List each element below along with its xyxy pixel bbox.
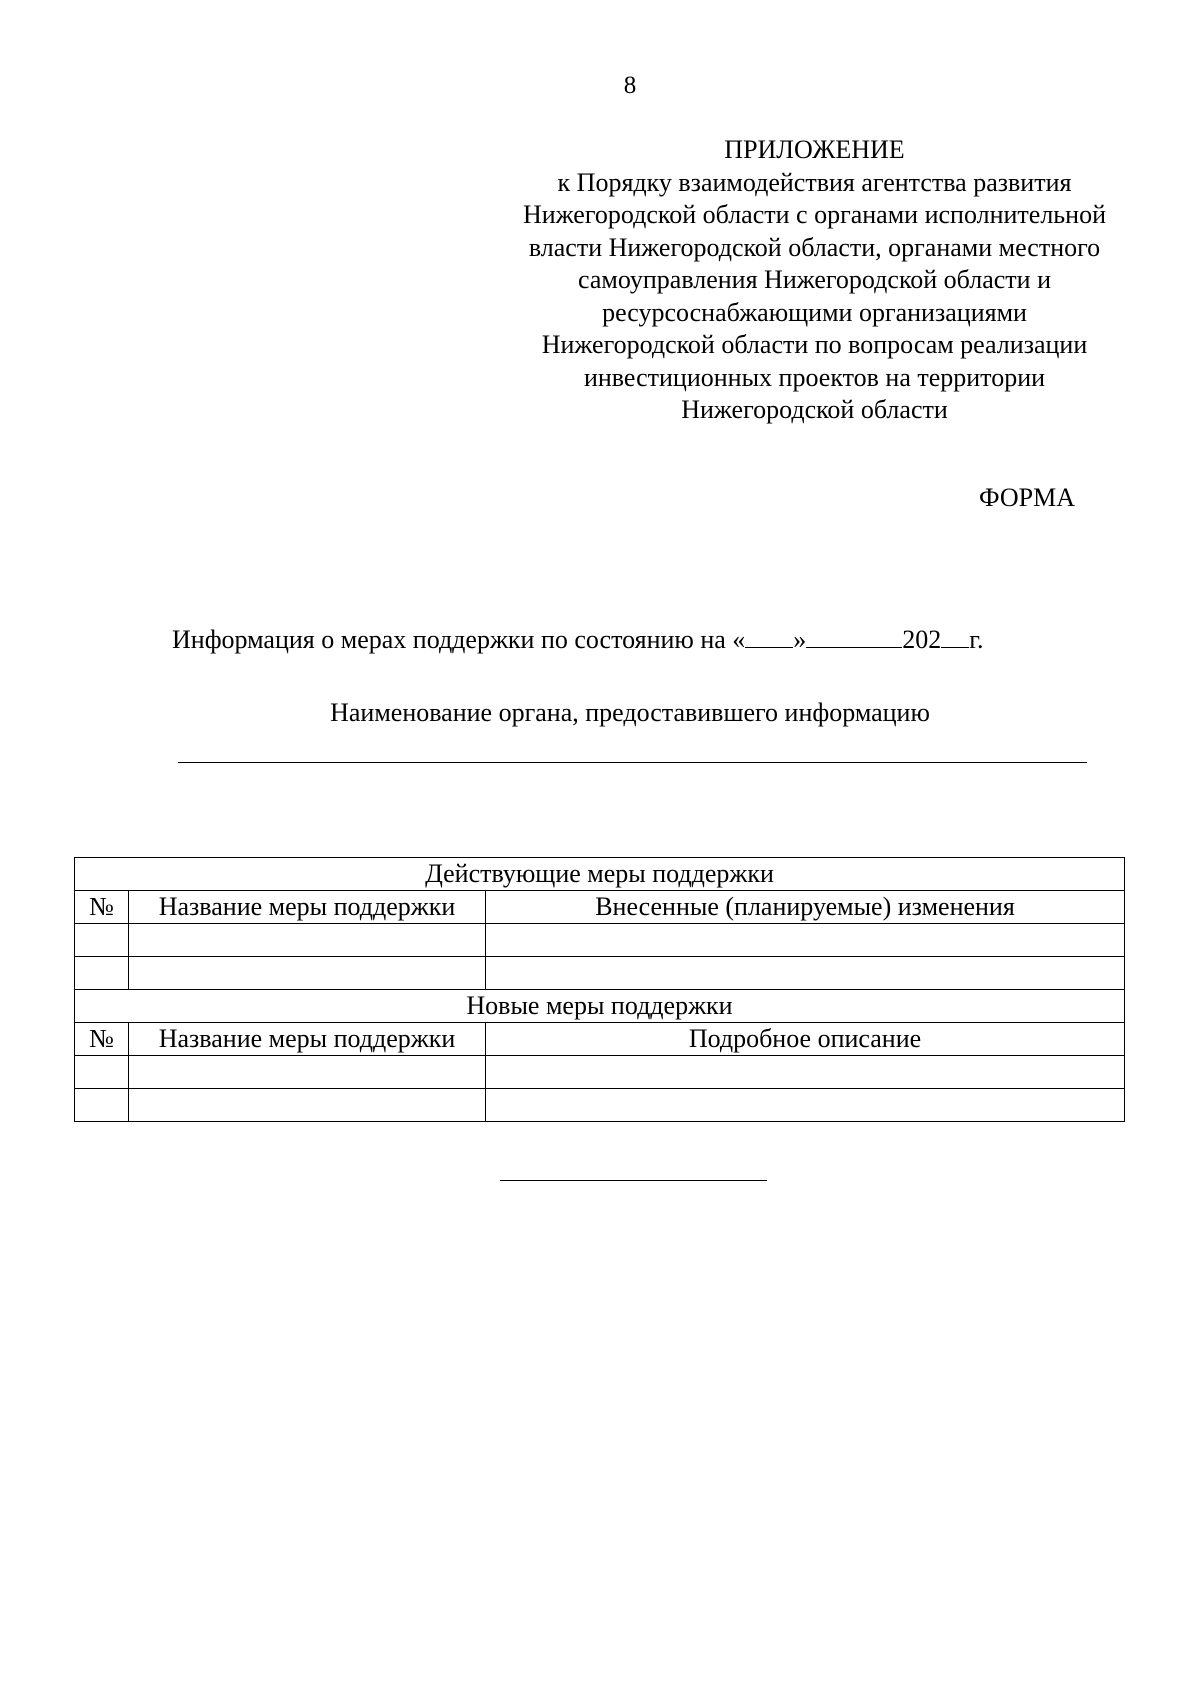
table-cell[interactable]: [486, 1056, 1125, 1089]
table-row: [75, 924, 1125, 957]
appendix-header: [482, 134, 1147, 427]
appendix-line: самоуправления Нижегородской области и: [578, 265, 1051, 294]
year-blank[interactable]: [941, 625, 969, 648]
form-label: ФОРМА: [979, 483, 1075, 512]
table-cell[interactable]: [75, 1056, 129, 1089]
org-name-field[interactable]: [178, 762, 1087, 763]
table-cell[interactable]: [486, 957, 1125, 990]
table-header-row: [75, 891, 1125, 924]
header-measure-name: Название меры поддержки: [129, 1023, 486, 1056]
info-date-line: [172, 625, 984, 655]
info-quote-close: »: [793, 625, 807, 654]
appendix-line: Нижегородской области по вопросам реализации: [541, 330, 1088, 359]
table-cell[interactable]: [75, 1089, 129, 1122]
year-prefix: 202: [902, 625, 942, 654]
appendix-line: власти Нижегородской области, органами местного: [528, 232, 1101, 262]
appendix-line: инвестиционных проектов на территории: [583, 362, 1046, 392]
table-row: [75, 1089, 1125, 1122]
header-number: №: [75, 891, 129, 924]
appendix-line: Нижегородской области с органами исполнительной: [523, 200, 1106, 229]
month-blank[interactable]: [806, 625, 902, 648]
section-title-current: Действующие меры поддержки: [75, 858, 1125, 891]
header-number: №: [75, 1023, 129, 1056]
table-cell[interactable]: [486, 1089, 1125, 1122]
table-cell[interactable]: [129, 957, 486, 990]
section-header-row: [75, 858, 1125, 891]
appendix-line: Нижегородской области: [681, 395, 948, 424]
table-cell[interactable]: [486, 924, 1125, 957]
header-measure-name: Название меры поддержки: [129, 891, 486, 924]
appendix-title: ПРИЛОЖЕНИЕ: [724, 135, 905, 164]
table-row: [75, 1056, 1125, 1089]
header-description: Подробное описание: [486, 1023, 1125, 1056]
table-row: [75, 957, 1125, 990]
info-prefix: Информация о мерах поддержки по состоянию на «: [172, 625, 746, 654]
table-cell[interactable]: [129, 924, 486, 957]
table-cell[interactable]: [75, 924, 129, 957]
table-cell[interactable]: [129, 1089, 486, 1122]
end-divider: [500, 1180, 767, 1181]
appendix-line: к Порядку взаимодействия агентства развития: [557, 167, 1072, 197]
table-header-row: [75, 1023, 1125, 1056]
section-title-new: Новые меры поддержки: [75, 990, 1125, 1023]
appendix-line: ресурсоснабжающими организациями: [602, 297, 1027, 327]
section-header-row: [75, 990, 1125, 1023]
org-name-label: Наименование органа, предоставившего информацию: [330, 698, 930, 727]
table-cell[interactable]: [75, 957, 129, 990]
info-suffix: г.: [969, 625, 984, 654]
support-measures-table: [74, 857, 1125, 1122]
header-changes: Внесенные (планируемые) изменения: [486, 891, 1125, 924]
page-number: 8: [623, 72, 637, 99]
day-blank[interactable]: [745, 625, 793, 648]
table-cell[interactable]: [129, 1056, 486, 1089]
